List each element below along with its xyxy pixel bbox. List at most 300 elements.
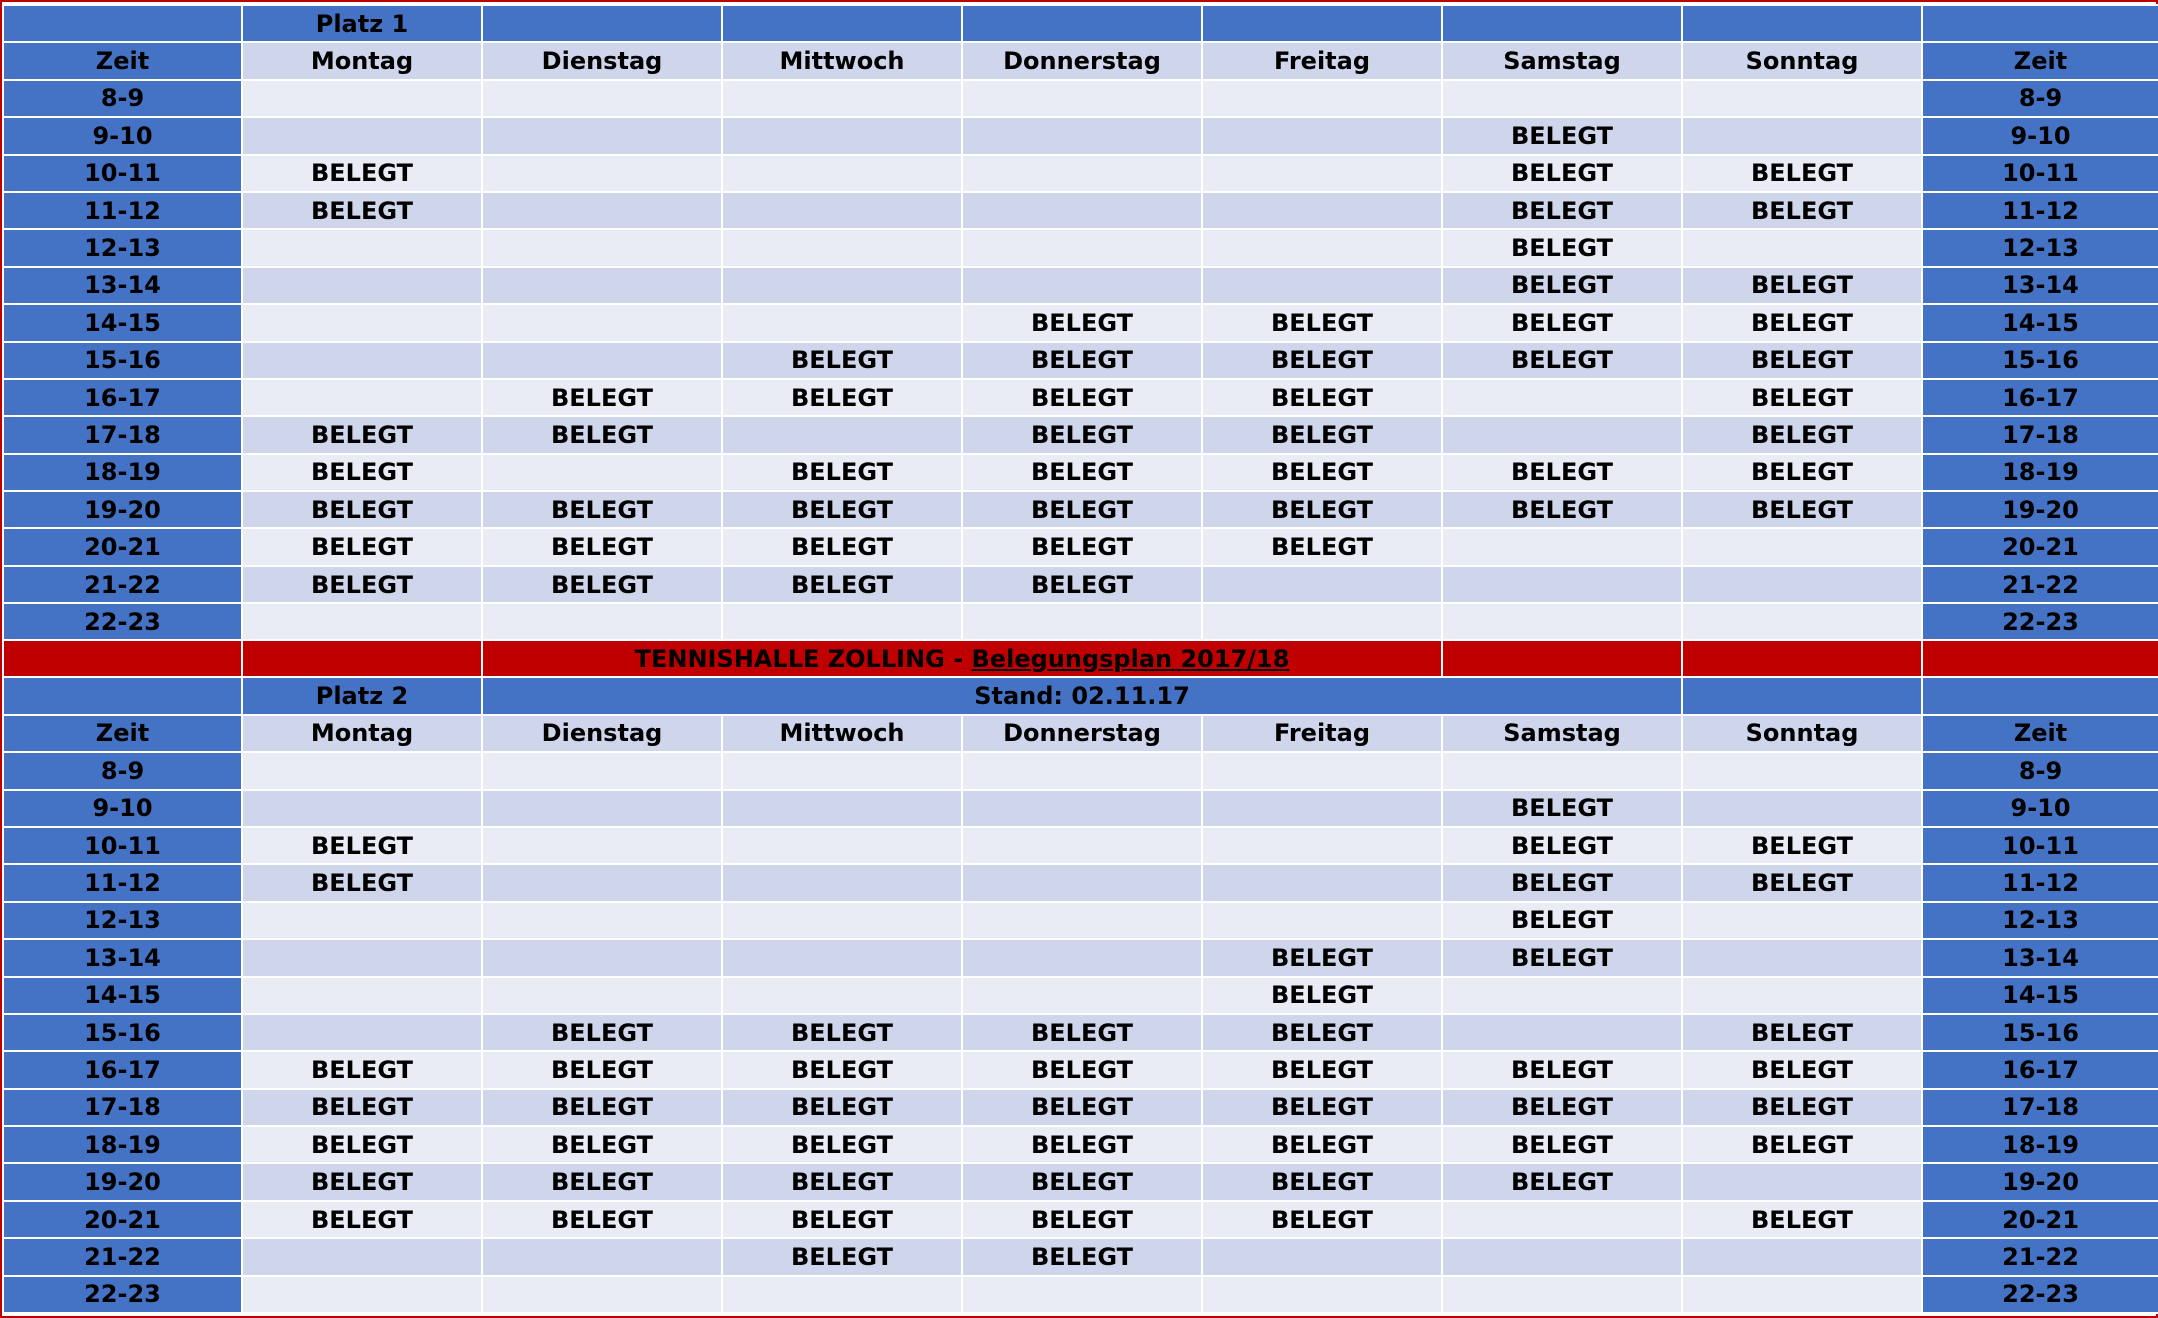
court1-title-blank	[1202, 5, 1442, 42]
court1-title-blank	[722, 5, 962, 42]
court2-booking-cell: BELEGT	[1202, 1014, 1442, 1051]
court1-booking-cell	[1202, 566, 1442, 603]
court1-booking-cell	[1442, 528, 1682, 565]
court2-booking-cell	[1682, 939, 1922, 976]
court2-time-label: 9-10	[3, 790, 242, 827]
court1-booking-cell	[962, 229, 1202, 266]
court2-booking-cell	[962, 752, 1202, 789]
court1-booking-cell: BELEGT	[482, 491, 722, 528]
court2-booking-cell	[242, 1276, 482, 1313]
court1-booking-cell	[962, 117, 1202, 154]
court2-slot-row	[3, 1089, 2158, 1126]
court2-booking-cell	[242, 1014, 482, 1051]
court2-title-row	[3, 677, 2158, 714]
court2-booking-cell: BELEGT	[242, 1201, 482, 1238]
court1-slot-row	[3, 267, 2158, 304]
court2-booking-cell	[1682, 1238, 1922, 1275]
court1-booking-cell: BELEGT	[962, 342, 1202, 379]
court2-time-label-right: 16-17	[1922, 1051, 2158, 1088]
court2-booking-cell	[722, 902, 962, 939]
court1-time-label: 17-18	[3, 416, 242, 453]
court1-booking-cell: BELEGT	[1682, 192, 1922, 229]
court1-booking-cell	[1442, 80, 1682, 117]
court1-booking-cell	[1442, 603, 1682, 640]
court1-slot-row	[3, 229, 2158, 266]
court2-title-blank	[1682, 677, 1922, 714]
court2-booking-cell	[242, 977, 482, 1014]
court1-time-label-right: 19-20	[1922, 491, 2158, 528]
court2-booking-cell	[242, 939, 482, 976]
court1-day-header: Samstag	[1442, 42, 1682, 79]
court2-slot-row	[3, 1163, 2158, 1200]
court2-booking-cell: BELEGT	[722, 1051, 962, 1088]
court1-booking-cell	[482, 80, 722, 117]
court1-slot-row	[3, 117, 2158, 154]
court2-header-row	[3, 715, 2158, 752]
court1-slot-row	[3, 603, 2158, 640]
court1-booking-cell: BELEGT	[962, 416, 1202, 453]
court2-time-label: 22-23	[3, 1276, 242, 1313]
court1-booking-cell: BELEGT	[962, 304, 1202, 341]
court1-time-label-right: 9-10	[1922, 117, 2158, 154]
court2-booking-cell	[242, 752, 482, 789]
court1-day-header: Freitag	[1202, 42, 1442, 79]
court1-time-label-right: 18-19	[1922, 454, 2158, 491]
court2-booking-cell	[722, 790, 962, 827]
court2-booking-cell	[722, 752, 962, 789]
court2-slot-row	[3, 1051, 2158, 1088]
court1-day-header: Sonntag	[1682, 42, 1922, 79]
court2-booking-cell	[962, 790, 1202, 827]
court1-booking-cell	[1202, 603, 1442, 640]
court1-booking-cell: BELEGT	[1442, 491, 1682, 528]
court1-booking-cell: BELEGT	[722, 491, 962, 528]
court2-time-label-right: 21-22	[1922, 1238, 2158, 1275]
court2-booking-cell	[1442, 1276, 1682, 1313]
court1-booking-cell	[1682, 528, 1922, 565]
court2-time-label: 10-11	[3, 827, 242, 864]
court2-booking-cell: BELEGT	[962, 1089, 1202, 1126]
court1-day-header: Donnerstag	[962, 42, 1202, 79]
court2-booking-cell: BELEGT	[1442, 939, 1682, 976]
banner-blank-cell	[1682, 640, 1922, 677]
court1-booking-cell: BELEGT	[722, 379, 962, 416]
court1-booking-cell: BELEGT	[1202, 491, 1442, 528]
court2-booking-cell: BELEGT	[242, 1163, 482, 1200]
court1-booking-cell: BELEGT	[242, 155, 482, 192]
court1-booking-cell	[482, 229, 722, 266]
court2-booking-cell: BELEGT	[242, 1126, 482, 1163]
court2-day-header: Donnerstag	[962, 715, 1202, 752]
court1-booking-cell	[962, 155, 1202, 192]
court2-booking-cell: BELEGT	[1682, 1089, 1922, 1126]
court1-title-blank	[1922, 5, 2158, 42]
court1-booking-cell: BELEGT	[242, 454, 482, 491]
banner-title-prefix: TENNISHALLE ZOLLING -	[634, 644, 972, 673]
court2-title-blank	[1922, 677, 2158, 714]
court1-booking-cell: BELEGT	[1682, 155, 1922, 192]
court1-booking-cell: BELEGT	[1202, 379, 1442, 416]
court1-booking-cell: BELEGT	[962, 491, 1202, 528]
court1-booking-cell	[722, 117, 962, 154]
court2-booking-cell: BELEGT	[242, 1051, 482, 1088]
court2-booking-cell: BELEGT	[722, 1163, 962, 1200]
court2-booking-cell	[962, 902, 1202, 939]
court1-slot-row	[3, 80, 2158, 117]
court1-booking-cell	[962, 80, 1202, 117]
court1-slot-row	[3, 342, 2158, 379]
court1-booking-cell: BELEGT	[242, 491, 482, 528]
court2-booking-cell: BELEGT	[242, 864, 482, 901]
court1-slot-row	[3, 566, 2158, 603]
court1-time-label-right: 21-22	[1922, 566, 2158, 603]
court2-time-label: 15-16	[3, 1014, 242, 1051]
court1-title-blank	[482, 5, 722, 42]
court1-booking-cell	[722, 192, 962, 229]
banner-title-link: Belegungsplan 2017/18	[971, 644, 1290, 673]
court1-time-label-right: 16-17	[1922, 379, 2158, 416]
court2-time-label-right: 20-21	[1922, 1201, 2158, 1238]
court2-booking-cell	[962, 827, 1202, 864]
court2-booking-cell	[1442, 1238, 1682, 1275]
court1-booking-cell: BELEGT	[722, 454, 962, 491]
court1-booking-cell	[242, 342, 482, 379]
court1-time-label: 16-17	[3, 379, 242, 416]
court2-booking-cell: BELEGT	[962, 1014, 1202, 1051]
court2-booking-cell: BELEGT	[242, 827, 482, 864]
court1-booking-cell: BELEGT	[1682, 416, 1922, 453]
court2-slot-row	[3, 1238, 2158, 1275]
court1-booking-cell	[722, 229, 962, 266]
court1-day-header: Mittwoch	[722, 42, 962, 79]
court2-booking-cell	[482, 1238, 722, 1275]
court2-time-label-right: 8-9	[1922, 752, 2158, 789]
court1-booking-cell	[1682, 603, 1922, 640]
court2-booking-cell: BELEGT	[1682, 1201, 1922, 1238]
court1-booking-cell	[242, 117, 482, 154]
court2-booking-cell: BELEGT	[1442, 1089, 1682, 1126]
court2-booking-cell	[242, 790, 482, 827]
court1-time-label: 10-11	[3, 155, 242, 192]
court2-time-label: 8-9	[3, 752, 242, 789]
court1-booking-cell	[1442, 566, 1682, 603]
court1-time-label: 18-19	[3, 454, 242, 491]
court1-booking-cell: BELEGT	[1202, 342, 1442, 379]
court1-title-blank	[1442, 5, 1682, 42]
court1-booking-cell: BELEGT	[1442, 155, 1682, 192]
court2-booking-cell: BELEGT	[242, 1089, 482, 1126]
court2-corner-cell	[3, 677, 242, 714]
banner-blank-cell	[1442, 640, 1682, 677]
court2-booking-cell: BELEGT	[1442, 1126, 1682, 1163]
court1-booking-cell	[242, 229, 482, 266]
court1-booking-cell	[722, 304, 962, 341]
court2-slot-row	[3, 1014, 2158, 1051]
court2-day-header: Dienstag	[482, 715, 722, 752]
court1-booking-cell: BELEGT	[242, 566, 482, 603]
court1-booking-cell	[482, 304, 722, 341]
court1-time-label-right: 22-23	[1922, 603, 2158, 640]
court1-schedule-table	[2, 4, 2158, 642]
court2-schedule-table	[2, 639, 2158, 1314]
court2-booking-cell: BELEGT	[1682, 1126, 1922, 1163]
court2-slot-row	[3, 1126, 2158, 1163]
court1-slot-row	[3, 192, 2158, 229]
court2-booking-cell	[722, 1276, 962, 1313]
court1-booking-cell	[1442, 416, 1682, 453]
court1-booking-cell: BELEGT	[962, 454, 1202, 491]
banner-blank-cell	[1922, 640, 2158, 677]
court1-booking-cell	[962, 603, 1202, 640]
court2-booking-cell	[1682, 977, 1922, 1014]
court1-time-label: 12-13	[3, 229, 242, 266]
court2-booking-cell: BELEGT	[1442, 864, 1682, 901]
court1-booking-cell: BELEGT	[962, 379, 1202, 416]
court1-time-label-right: 11-12	[1922, 192, 2158, 229]
court2-booking-cell	[722, 939, 962, 976]
court1-day-header: Montag	[242, 42, 482, 79]
court2-slot-row	[3, 790, 2158, 827]
court2-booking-cell: BELEGT	[482, 1051, 722, 1088]
court2-booking-cell: BELEGT	[1442, 1051, 1682, 1088]
court2-slot-row	[3, 1201, 2158, 1238]
court1-booking-cell	[242, 379, 482, 416]
court1-time-label: 14-15	[3, 304, 242, 341]
court1-booking-cell	[1682, 80, 1922, 117]
court2-booking-cell: BELEGT	[1202, 977, 1442, 1014]
court2-booking-cell: BELEGT	[1202, 1201, 1442, 1238]
court2-booking-cell: BELEGT	[722, 1201, 962, 1238]
court2-booking-cell	[1442, 752, 1682, 789]
court2-booking-cell	[722, 977, 962, 1014]
court2-slot-row	[3, 864, 2158, 901]
court1-booking-cell: BELEGT	[482, 528, 722, 565]
court1-booking-cell: BELEGT	[482, 566, 722, 603]
court2-time-label: 20-21	[3, 1201, 242, 1238]
court1-booking-cell	[1682, 566, 1922, 603]
court2-booking-cell	[962, 1276, 1202, 1313]
banner-blank-cell	[3, 640, 242, 677]
court1-booking-cell	[482, 155, 722, 192]
court2-time-label: 21-22	[3, 1238, 242, 1275]
court1-booking-cell	[482, 454, 722, 491]
court2-booking-cell	[1202, 752, 1442, 789]
court1-time-header-right: Zeit	[1922, 42, 2158, 79]
court1-booking-cell: BELEGT	[1202, 454, 1442, 491]
court2-time-label-right: 13-14	[1922, 939, 2158, 976]
court1-booking-cell	[1442, 379, 1682, 416]
court2-time-label-right: 11-12	[1922, 864, 2158, 901]
court2-booking-cell: BELEGT	[482, 1201, 722, 1238]
court2-booking-cell: BELEGT	[1202, 1163, 1442, 1200]
court1-booking-cell	[1202, 155, 1442, 192]
court1-time-label: 15-16	[3, 342, 242, 379]
court2-booking-cell	[1202, 902, 1442, 939]
court1-time-label-right: 17-18	[1922, 416, 2158, 453]
court2-time-label: 16-17	[3, 1051, 242, 1088]
court2-time-label: 11-12	[3, 864, 242, 901]
court2-booking-cell: BELEGT	[962, 1201, 1202, 1238]
court2-booking-cell: BELEGT	[962, 1163, 1202, 1200]
court1-booking-cell: BELEGT	[1682, 267, 1922, 304]
court2-booking-cell	[242, 1238, 482, 1275]
court2-booking-cell	[482, 827, 722, 864]
court1-title-blank	[962, 5, 1202, 42]
court1-booking-cell	[1202, 267, 1442, 304]
court1-booking-cell	[1202, 229, 1442, 266]
court2-booking-cell: BELEGT	[962, 1238, 1202, 1275]
court1-slot-row	[3, 155, 2158, 192]
court1-time-label-right: 8-9	[1922, 80, 2158, 117]
court1-booking-cell: BELEGT	[1202, 416, 1442, 453]
court1-slot-row	[3, 454, 2158, 491]
court1-booking-cell: BELEGT	[1442, 267, 1682, 304]
court2-booking-cell: BELEGT	[962, 1126, 1202, 1163]
court2-name: Platz 2	[242, 677, 482, 714]
court2-booking-cell	[482, 902, 722, 939]
court2-slot-row	[3, 939, 2158, 976]
court2-booking-cell: BELEGT	[1682, 827, 1922, 864]
court2-booking-cell	[482, 790, 722, 827]
court1-booking-cell: BELEGT	[1442, 192, 1682, 229]
court2-slot-row	[3, 1276, 2158, 1313]
court1-booking-cell	[962, 267, 1202, 304]
court2-booking-cell	[482, 939, 722, 976]
court2-booking-cell: BELEGT	[1202, 939, 1442, 976]
court1-booking-cell: BELEGT	[1682, 491, 1922, 528]
court2-booking-cell	[482, 864, 722, 901]
court1-time-label-right: 12-13	[1922, 229, 2158, 266]
court2-booking-cell	[1202, 864, 1442, 901]
court1-booking-cell: BELEGT	[1442, 304, 1682, 341]
court2-booking-cell: BELEGT	[1442, 902, 1682, 939]
court1-booking-cell	[242, 80, 482, 117]
court2-booking-cell	[722, 827, 962, 864]
court1-time-label: 8-9	[3, 80, 242, 117]
court1-booking-cell	[1202, 117, 1442, 154]
court2-time-label: 14-15	[3, 977, 242, 1014]
court2-time-label: 12-13	[3, 902, 242, 939]
court1-corner-cell	[3, 5, 242, 42]
court1-time-label: 20-21	[3, 528, 242, 565]
court1-booking-cell	[482, 267, 722, 304]
court2-time-label-right: 19-20	[1922, 1163, 2158, 1200]
court1-booking-cell	[242, 603, 482, 640]
court1-time-label: 22-23	[3, 603, 242, 640]
court1-title-blank	[1682, 5, 1922, 42]
court1-booking-cell: BELEGT	[482, 379, 722, 416]
court2-booking-cell: BELEGT	[482, 1163, 722, 1200]
court1-header-row	[3, 42, 2158, 79]
court2-booking-cell	[962, 864, 1202, 901]
court2-booking-cell	[962, 977, 1202, 1014]
court1-name: Platz 1	[242, 5, 482, 42]
court1-booking-cell	[482, 603, 722, 640]
court2-booking-cell	[1682, 752, 1922, 789]
court2-booking-cell	[482, 1276, 722, 1313]
court2-booking-cell	[1202, 790, 1442, 827]
court2-booking-cell: BELEGT	[1202, 1051, 1442, 1088]
court2-booking-cell: BELEGT	[1202, 1126, 1442, 1163]
court2-time-label-right: 9-10	[1922, 790, 2158, 827]
court1-booking-cell: BELEGT	[242, 528, 482, 565]
court1-booking-cell: BELEGT	[962, 528, 1202, 565]
court1-booking-cell: BELEGT	[1442, 117, 1682, 154]
court1-booking-cell	[242, 267, 482, 304]
court2-booking-cell	[1682, 902, 1922, 939]
court2-time-label: 17-18	[3, 1089, 242, 1126]
court1-booking-cell	[962, 192, 1202, 229]
court1-time-label-right: 20-21	[1922, 528, 2158, 565]
court1-time-label: 13-14	[3, 267, 242, 304]
court1-slot-row	[3, 304, 2158, 341]
court1-time-label: 11-12	[3, 192, 242, 229]
court2-booking-cell	[1202, 1276, 1442, 1313]
court1-booking-cell	[722, 267, 962, 304]
court1-booking-cell: BELEGT	[1202, 304, 1442, 341]
court2-booking-cell	[482, 977, 722, 1014]
banner-title	[482, 640, 1442, 677]
court2-time-label-right: 18-19	[1922, 1126, 2158, 1163]
court1-time-label: 21-22	[3, 566, 242, 603]
court1-booking-cell	[1682, 229, 1922, 266]
court1-booking-cell: BELEGT	[482, 416, 722, 453]
court1-time-label: 19-20	[3, 491, 242, 528]
court2-time-header-left: Zeit	[3, 715, 242, 752]
court1-booking-cell: BELEGT	[242, 416, 482, 453]
court2-slot-row	[3, 827, 2158, 864]
court1-booking-cell	[722, 603, 962, 640]
court1-booking-cell	[722, 80, 962, 117]
court2-booking-cell: BELEGT	[722, 1238, 962, 1275]
court1-booking-cell: BELEGT	[1202, 528, 1442, 565]
court1-slot-row	[3, 491, 2158, 528]
court2-booking-cell	[962, 939, 1202, 976]
court1-booking-cell: BELEGT	[1682, 379, 1922, 416]
court1-booking-cell	[722, 416, 962, 453]
court2-booking-cell: BELEGT	[722, 1089, 962, 1126]
court2-time-label: 13-14	[3, 939, 242, 976]
court1-booking-cell: BELEGT	[722, 528, 962, 565]
court1-booking-cell: BELEGT	[722, 566, 962, 603]
court2-booking-cell: BELEGT	[722, 1014, 962, 1051]
court1-time-label-right: 10-11	[1922, 155, 2158, 192]
court1-booking-cell: BELEGT	[1442, 229, 1682, 266]
court2-booking-cell	[1202, 827, 1442, 864]
court2-time-label-right: 17-18	[1922, 1089, 2158, 1126]
court2-booking-cell	[1682, 1276, 1922, 1313]
court2-booking-cell: BELEGT	[1442, 827, 1682, 864]
court1-booking-cell	[1202, 192, 1442, 229]
court1-booking-cell: BELEGT	[1682, 342, 1922, 379]
court1-booking-cell	[482, 117, 722, 154]
court2-booking-cell: BELEGT	[482, 1089, 722, 1126]
court2-slot-row	[3, 977, 2158, 1014]
court1-slot-row	[3, 416, 2158, 453]
court2-slot-row	[3, 902, 2158, 939]
court1-booking-cell: BELEGT	[1442, 454, 1682, 491]
court1-booking-cell	[1682, 117, 1922, 154]
court2-booking-cell	[1682, 790, 1922, 827]
court2-booking-cell	[242, 902, 482, 939]
court2-booking-cell: BELEGT	[1202, 1089, 1442, 1126]
court1-booking-cell: BELEGT	[722, 342, 962, 379]
court1-booking-cell: BELEGT	[962, 566, 1202, 603]
court2-time-label-right: 15-16	[1922, 1014, 2158, 1051]
court2-booking-cell: BELEGT	[482, 1126, 722, 1163]
court2-slot-row	[3, 752, 2158, 789]
court2-booking-cell	[482, 752, 722, 789]
